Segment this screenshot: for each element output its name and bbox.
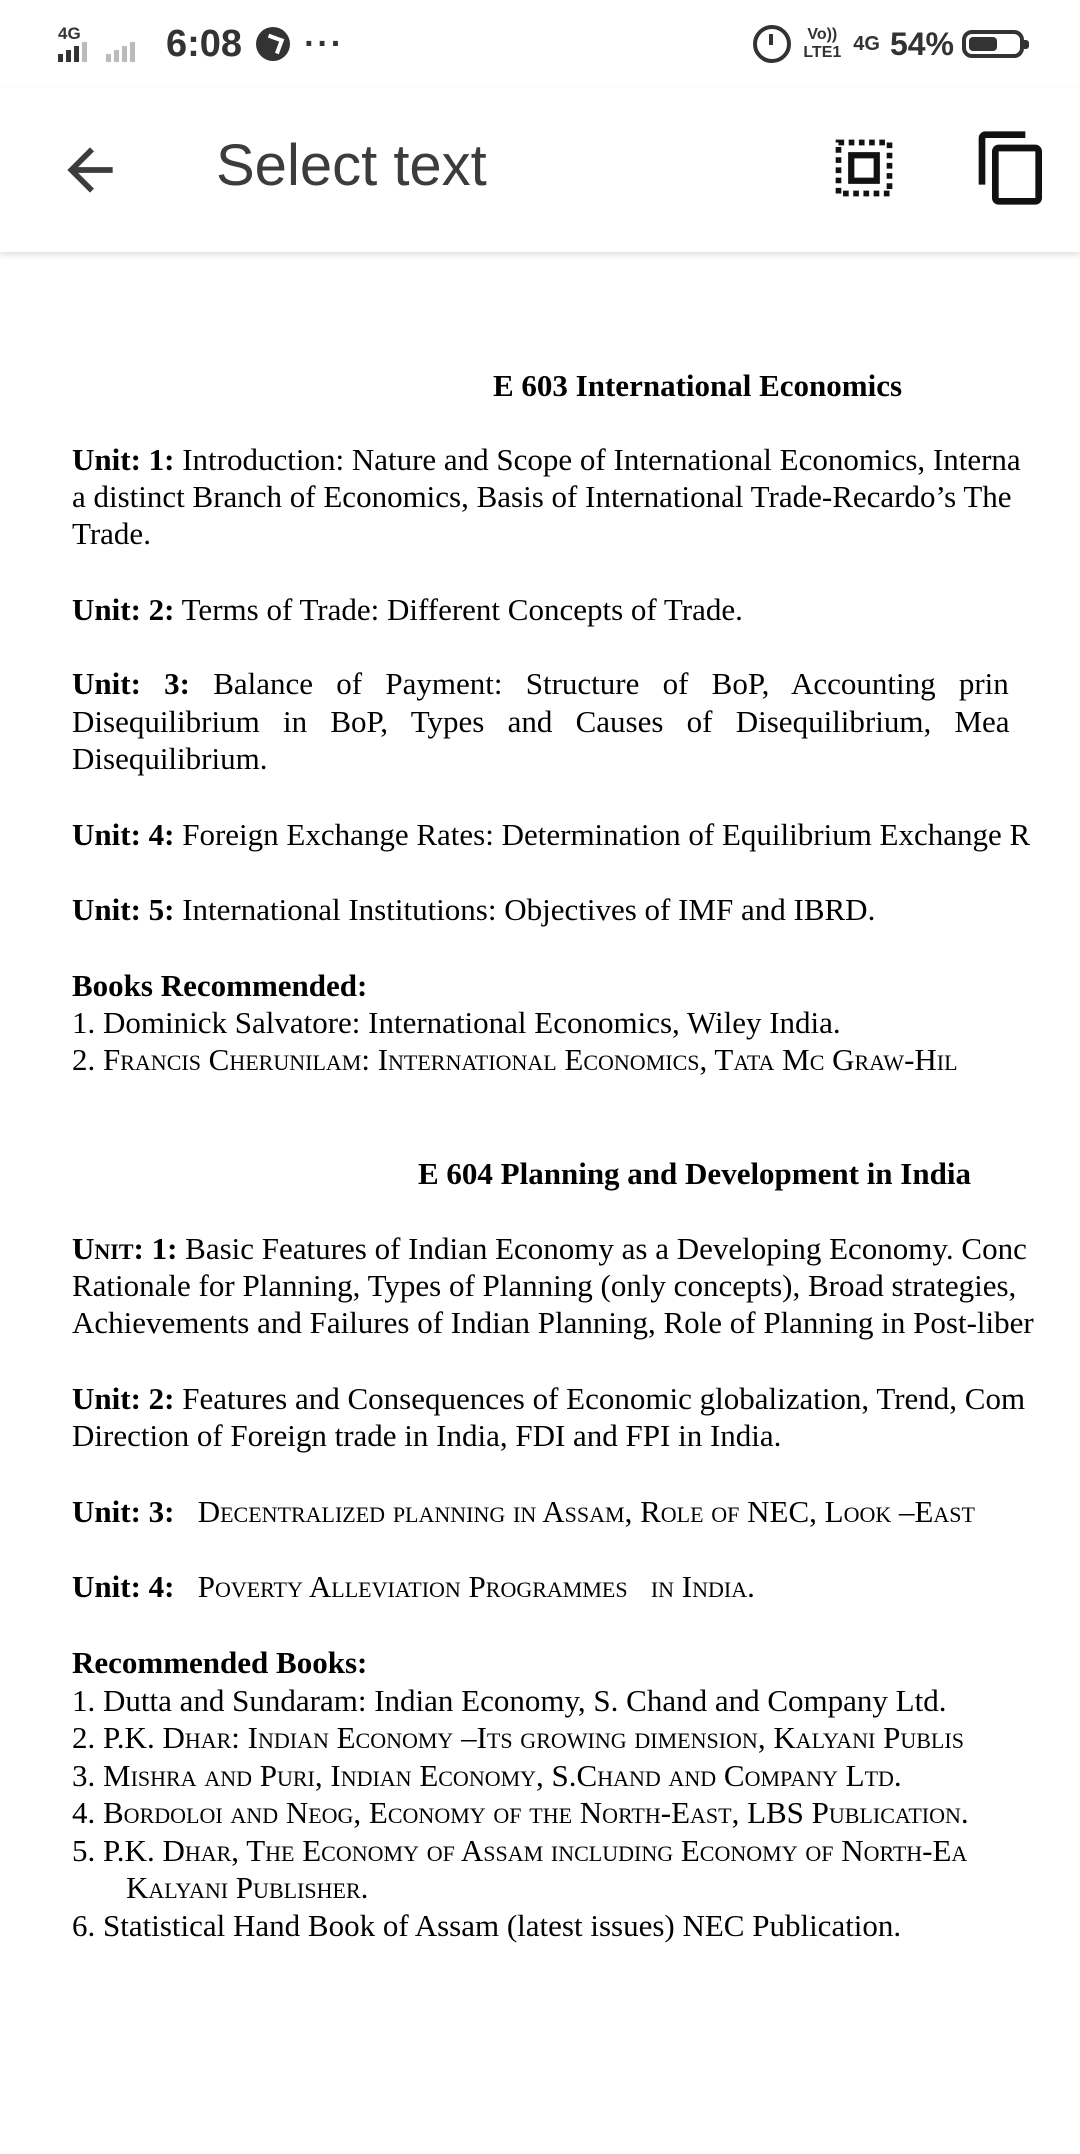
course-title[interactable]: E 604 Planning and Development in India — [418, 1156, 971, 1191]
unit-text[interactable]: Unit: 4: Poverty Alleviation Programmes in India. — [72, 1569, 755, 1604]
more-notifications-icon: ··· — [304, 24, 345, 63]
book-item[interactable]: 2. P.K. Dhar: Indian Economy –Its growing dimension, Kalyani Publis — [72, 1720, 964, 1755]
network-type: 4G — [58, 24, 81, 43]
select-all-icon[interactable] — [830, 134, 898, 202]
unit-text[interactable]: Unit: 5: International Institutions: Objectives of IMF and IBRD. — [72, 892, 876, 927]
alarm-icon — [753, 25, 791, 63]
unit-text[interactable]: Trade. — [72, 516, 151, 551]
book-item[interactable]: Kalyani Publisher. — [126, 1870, 369, 1905]
book-item[interactable]: 1. Dutta and Sundaram: Indian Economy, S. Chand and Company Ltd. — [72, 1683, 947, 1718]
books-heading[interactable]: Books Recommended: — [72, 968, 368, 1003]
course-title[interactable]: E 603 International Economics — [493, 368, 903, 403]
unit-text[interactable]: Unit: 1: Introduction: Nature and Scope of International Economics, Interna — [72, 442, 1021, 477]
unit-text[interactable]: Unit: 3: Balance of Payment: Structure of BoP, Accounting prin — [72, 666, 1009, 701]
copy-icon[interactable] — [972, 128, 1052, 208]
unit-text[interactable]: Unit: 4: Foreign Exchange Rates: Determination of Equilibrium Exchange R — [72, 817, 1031, 852]
unit-text[interactable]: Unit: 2: Terms of Trade: Different Concepts of Trade. — [72, 592, 743, 627]
unit-text[interactable]: Disequilibrium. — [72, 741, 268, 776]
unit-text[interactable]: Unit: 2: Features and Consequences of Economic globalization, Trend, Com — [72, 1381, 1026, 1416]
volte-indicator: Vo)) LTE1 — [803, 26, 842, 61]
battery-icon — [962, 30, 1024, 58]
unit-text[interactable]: Unit: 1: Basic Features of Indian Economy as a Developing Economy. Conc — [72, 1231, 1027, 1266]
unit-text[interactable]: Rationale for Planning, Types of Planning (only concepts), Broad strategies, — [72, 1268, 1017, 1303]
back-arrow-icon[interactable] — [56, 136, 124, 204]
book-item[interactable]: 6. Statistical Hand Book of Assam (latest issues) NEC Publication. — [72, 1908, 902, 1943]
status-bar-right — [753, 18, 1024, 70]
document-page[interactable] — [0, 252, 1080, 2154]
unit-text[interactable]: Disequilibrium in BoP, Types and Causes of Disequilibrium, Mea — [72, 704, 1010, 739]
status-bar-left — [58, 16, 344, 72]
books-heading[interactable]: Recommended Books: — [72, 1645, 368, 1680]
signal-icon — [58, 24, 98, 64]
unit-text[interactable]: a distinct Branch of Economics, Basis of International Trade-Recardo’s The — [72, 479, 1012, 514]
clock: 6:08 — [166, 22, 243, 65]
book-item[interactable]: 5. P.K. Dhar, The Economy of Assam including Economy of North-Ea — [72, 1833, 968, 1868]
signal-icon-sim2 — [106, 24, 146, 64]
network-4g-indicator: 4G — [853, 32, 880, 55]
book-item[interactable]: 3. Mishra and Puri, Indian Economy, S.Chand and Company Ltd. — [72, 1758, 902, 1793]
status-bar — [0, 0, 1080, 88]
app-bar — [0, 88, 1080, 252]
book-item[interactable]: 1. Dominick Salvatore: International Economics, Wiley India. — [72, 1005, 841, 1040]
battery-percentage: 54% — [889, 25, 954, 62]
book-item[interactable]: 2. Francis Cherunilam: International Economics, Tata Mc Graw-Hil — [72, 1042, 958, 1077]
unit-text[interactable]: Achievements and Failures of Indian Planning, Role of Planning in Post-liber — [72, 1305, 1034, 1340]
book-item[interactable]: 4. Bordoloi and Neog, Economy of the North-East, LBS Publication. — [72, 1795, 969, 1830]
unit-text[interactable]: Unit: 3: Decentralized planning in Assam, Role of NEC, Look –East — [72, 1494, 975, 1529]
page-title: Select text — [216, 133, 487, 198]
notification-app-icon — [256, 27, 290, 61]
unit-text[interactable]: Direction of Foreign trade in India, FDI and FPI in India. — [72, 1418, 782, 1453]
